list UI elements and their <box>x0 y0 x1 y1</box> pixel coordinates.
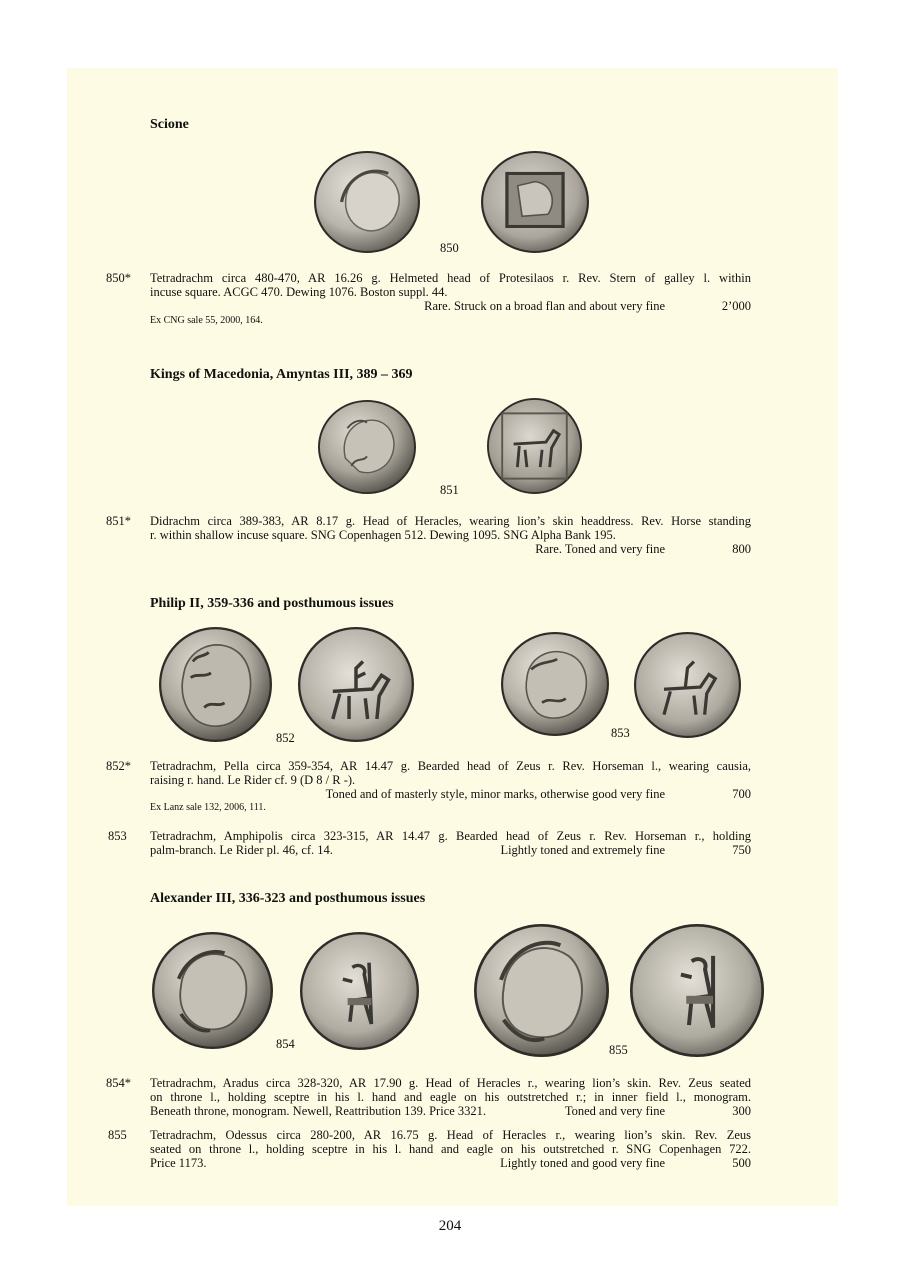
description-line: Price 1173. <box>150 1156 207 1170</box>
description-line: incuse square. ACGC 470. Dewing 1076. Boston suppl. 44. <box>150 285 448 299</box>
lot-grade: Lightly toned and good very fine <box>500 1156 665 1170</box>
grade-row <box>150 299 751 313</box>
description-line: Beneath throne, monogram. Newell, Reattribution 139. Price 3321. <box>150 1104 487 1118</box>
lot-number: 853 <box>108 829 127 843</box>
coin-caption: 853 <box>611 726 630 740</box>
description-line: on throne l., holding sceptre in his l. hand and eagle on his outstretched r.; in inner field l., monogram. <box>150 1090 751 1104</box>
coin-obverse-image <box>152 932 273 1049</box>
section-heading: Philip II, 359-336 and posthumous issues <box>150 596 394 611</box>
lot-provenance: Ex CNG sale 55, 2000, 164. <box>150 315 263 326</box>
lot-grade: Lightly toned and extremely fine <box>500 843 665 857</box>
description-line: Tetradrachm, Pella circa 359-354, AR 14.47 g. Bearded head of Zeus r. Rev. Horseman l., wearing causia, <box>150 759 751 773</box>
coin-obverse-image <box>159 627 272 742</box>
description-line: Tetradrachm, Aradus circa 328-320, AR 17.90 g. Head of Heracles r., wearing lion’s skin. Rev. Zeus seated <box>150 1076 751 1090</box>
description-line: palm-branch. Le Rider pl. 46, cf. 14. <box>150 843 333 857</box>
coin-caption: 851 <box>440 483 459 497</box>
description-row <box>150 843 751 857</box>
coin-obverse-image <box>501 632 609 736</box>
grade-row <box>150 787 751 801</box>
lot-grade: Toned and of masterly style, minor marks, otherwise good very fine <box>325 787 665 801</box>
lot-number: 852* <box>106 759 131 773</box>
coin-reverse-image <box>487 398 582 494</box>
lot-number: 855 <box>108 1128 127 1142</box>
coin-obverse-image <box>318 400 416 494</box>
section-heading: Alexander III, 336-323 and posthumous issues <box>150 891 426 906</box>
section-heading: Kings of Macedonia, Amyntas III, 389 – 369 <box>150 367 413 382</box>
lot-grade: Rare. Toned and very fine <box>535 542 665 556</box>
lot-estimate: 500 <box>732 1156 751 1170</box>
lot-description <box>150 514 751 556</box>
grade-row <box>150 542 751 556</box>
lot-description <box>150 271 751 313</box>
lot-description <box>150 829 751 857</box>
lot-description <box>150 759 751 801</box>
coin-caption: 854 <box>276 1037 295 1051</box>
description-line: Didrachm circa 389-383, AR 8.17 g. Head of Heracles, wearing lion’s skin headdress. Rev. Horse standing <box>150 514 751 528</box>
description-row <box>150 528 751 542</box>
lot-estimate: 800 <box>732 542 751 556</box>
lot-estimate: 750 <box>732 843 751 857</box>
description-line: seated on throne l., holding sceptre in his l. hand and eagle on his outstretched r. SNG Copenhagen 722. <box>150 1142 751 1156</box>
description-line: Tetradrachm circa 480-470, AR 16.26 g. Helmeted head of Protesilaos r. Rev. Stern of galley l. within <box>150 271 751 285</box>
coin-reverse-image <box>630 924 764 1057</box>
section-heading: Scione <box>150 117 189 132</box>
description-line: raising r. hand. Le Rider cf. 9 (D 8 / R -). <box>150 773 356 787</box>
description-line: Tetradrachm, Odessus circa 280-200, AR 16.75 g. Head of Heracles r., wearing lion’s skin. Rev. Zeus <box>150 1128 751 1142</box>
lot-estimate: 700 <box>732 787 751 801</box>
lot-number: 851* <box>106 514 131 528</box>
lot-description <box>150 1128 751 1170</box>
coin-obverse-image <box>314 151 420 253</box>
coin-caption: 850 <box>440 241 459 255</box>
coin-reverse-image <box>298 627 414 742</box>
coin-reverse-image <box>481 151 589 253</box>
lot-description <box>150 1076 751 1118</box>
lot-estimate: 300 <box>732 1104 751 1118</box>
page-number: 204 <box>438 1218 462 1234</box>
lot-number: 850* <box>106 271 131 285</box>
lot-grade: Toned and very fine <box>564 1104 665 1118</box>
coin-obverse-image <box>474 924 609 1057</box>
description-line: r. within shallow incuse square. SNG Copenhagen 512. Dewing 1095. SNG Alpha Bank 195. <box>150 528 616 542</box>
coin-caption: 852 <box>276 731 295 745</box>
description-row <box>150 773 751 787</box>
lot-provenance: Ex Lanz sale 132, 2006, 111. <box>150 802 266 813</box>
coin-reverse-image <box>300 932 419 1050</box>
lot-estimate: 2’000 <box>721 299 751 313</box>
description-line: Tetradrachm, Amphipolis circa 323-315, AR 14.47 g. Bearded head of Zeus r. Rev. Horseman r., holding <box>150 829 751 843</box>
description-row <box>150 1156 751 1170</box>
lot-number: 854* <box>106 1076 131 1090</box>
lot-grade: Rare. Struck on a broad flan and about very fine <box>424 299 665 313</box>
coin-reverse-image <box>634 632 741 738</box>
description-row <box>150 1104 751 1118</box>
description-row <box>150 285 751 299</box>
coin-caption: 855 <box>609 1043 628 1057</box>
